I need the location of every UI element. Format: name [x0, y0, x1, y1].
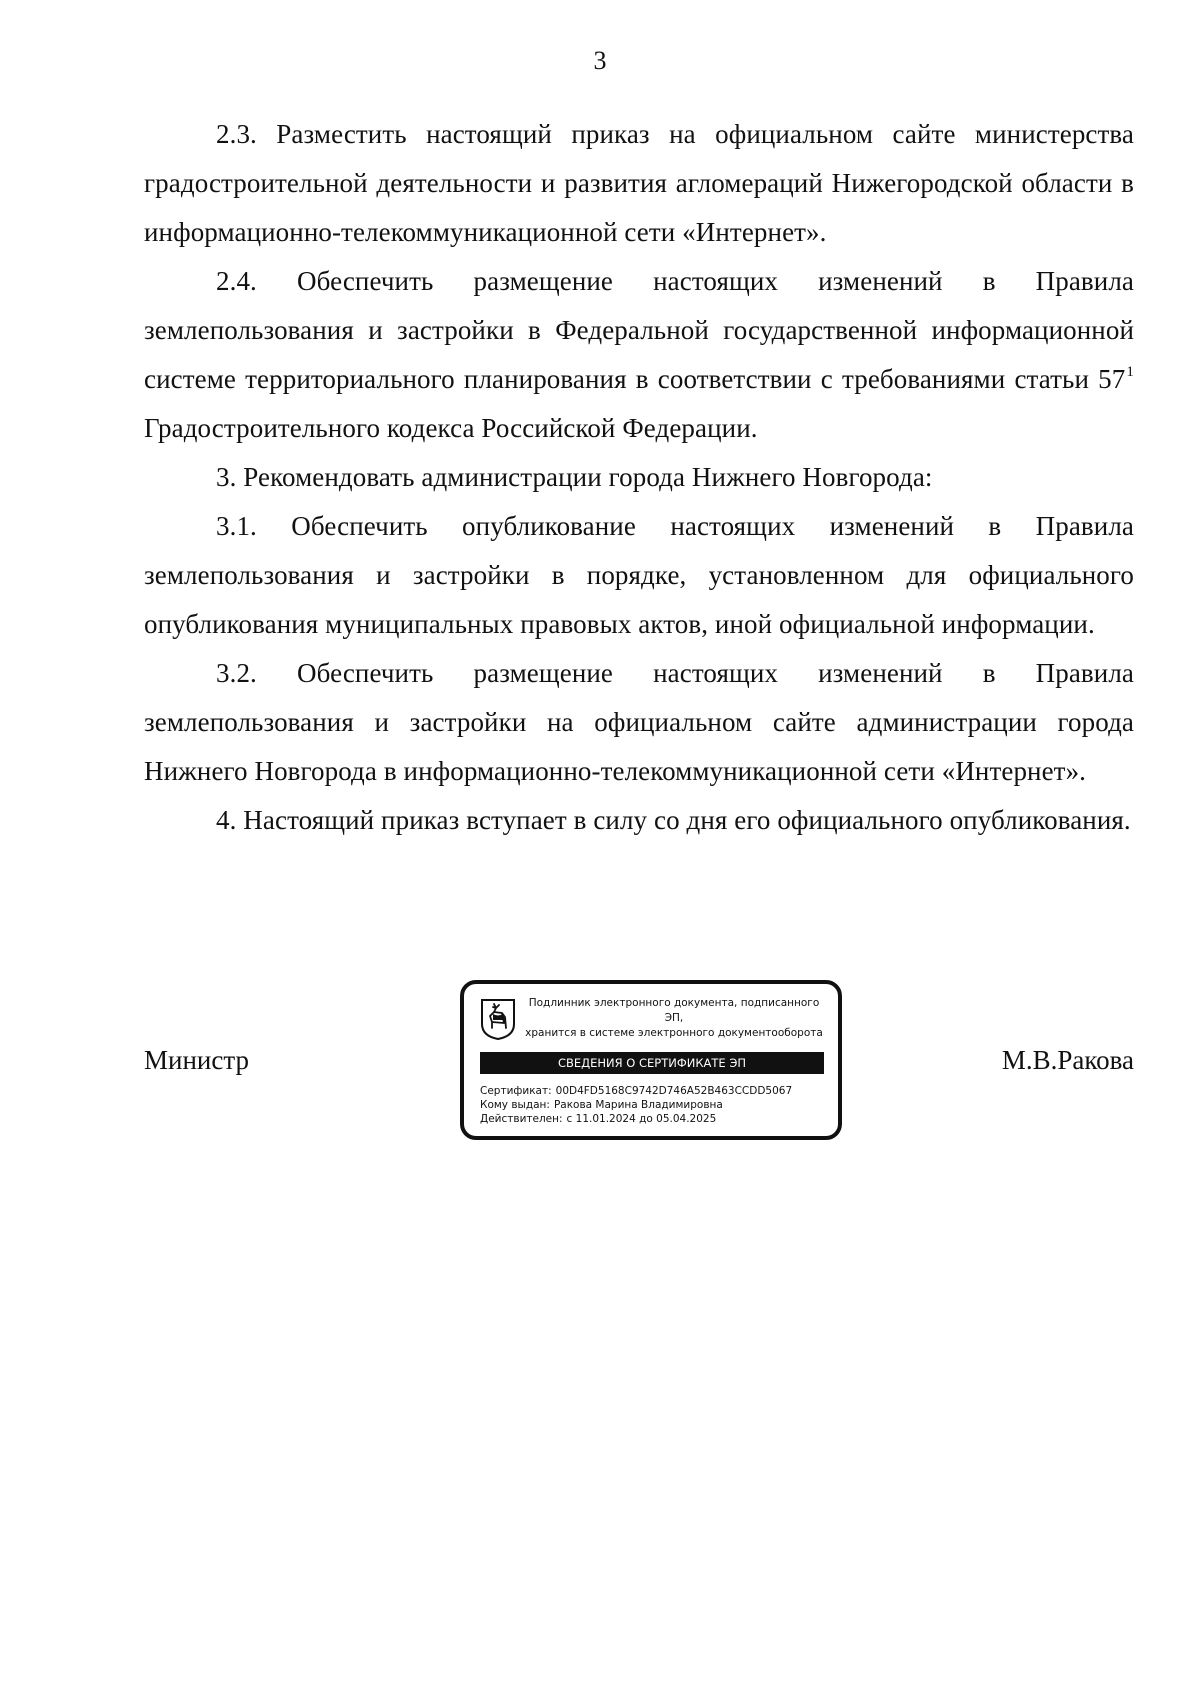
paragraph-2-4 [144, 257, 1134, 453]
signatory-title: Министр [144, 1045, 249, 1075]
paragraph-3: 3. Рекомендовать администрации города Нижнего Новгорода: [216, 462, 933, 492]
issued-to-value: Ракова Марина Владимировна [553, 1099, 723, 1111]
signatory-name: М.В.Ракова [1001, 1045, 1134, 1075]
validity-value: с 11.01.2024 до 05.04.2025 [566, 1113, 717, 1125]
certificate-banner: СВЕДЕНИЯ О СЕРТИФИКАТЕ ЭП [480, 1052, 824, 1074]
certificate-label: Сертификат: [480, 1085, 552, 1097]
certificate-row [480, 1084, 830, 1098]
stamp-header-line2: хранится в системе электронного документооборота [525, 1027, 823, 1039]
paragraph-3-1: 3.1. Обеспечить опубликование настоящих изменений в Правила землепользования и застройки в порядке, установленном для официального опубликования муниципальных правовых актов, иной официальной информации. [144, 511, 1134, 639]
deer-emblem-icon [480, 998, 516, 1040]
paragraph-2-3: 2.3. Разместить настоящий приказ на официальном сайте министерства градостроительной деятельности и развития агломераций Нижегородской области в информационно-телекоммуникационной сети «Интернет». [144, 119, 1134, 247]
validity-label: Действителен: [480, 1113, 563, 1125]
issued-to-label: Кому выдан: [480, 1099, 550, 1111]
paragraph-3-2: 3.2. Обеспечить размещение настоящих изменений в Правила землепользования и застройки на официальном сайте администрации города Нижнего Новгорода в информационно-телекоммуникационной сети «Интернет». [144, 658, 1134, 786]
validity-row [480, 1112, 830, 1126]
stamp-header-line1: Подлинник электронного документа, подписанного ЭП, [528, 997, 820, 1024]
stamp-header [524, 996, 824, 1041]
document-body [144, 110, 1134, 845]
paragraph-2-4-tail: Градостроительного кодекса Российской Федерации. [144, 413, 758, 443]
electronic-signature-stamp [460, 980, 842, 1140]
paragraph-2-4-text: 2.4. Обеспечить размещение настоящих изменений в Правила землепользования и застройки в Федеральной государственной информационной системе территориального планирования в соответствии с требованиями статьи 57 [144, 266, 1134, 394]
paragraph-4: 4. Настоящий приказ вступает в силу со дня его официального опубликования. [216, 805, 1131, 835]
page-number: 3 [593, 46, 607, 75]
issued-to-row [480, 1098, 830, 1112]
certificate-value: 00D4FD5168C9742D746A52B463CCDD5067 [555, 1085, 793, 1097]
certificate-details [480, 1084, 830, 1126]
article-superscript: 1 [1126, 364, 1134, 380]
